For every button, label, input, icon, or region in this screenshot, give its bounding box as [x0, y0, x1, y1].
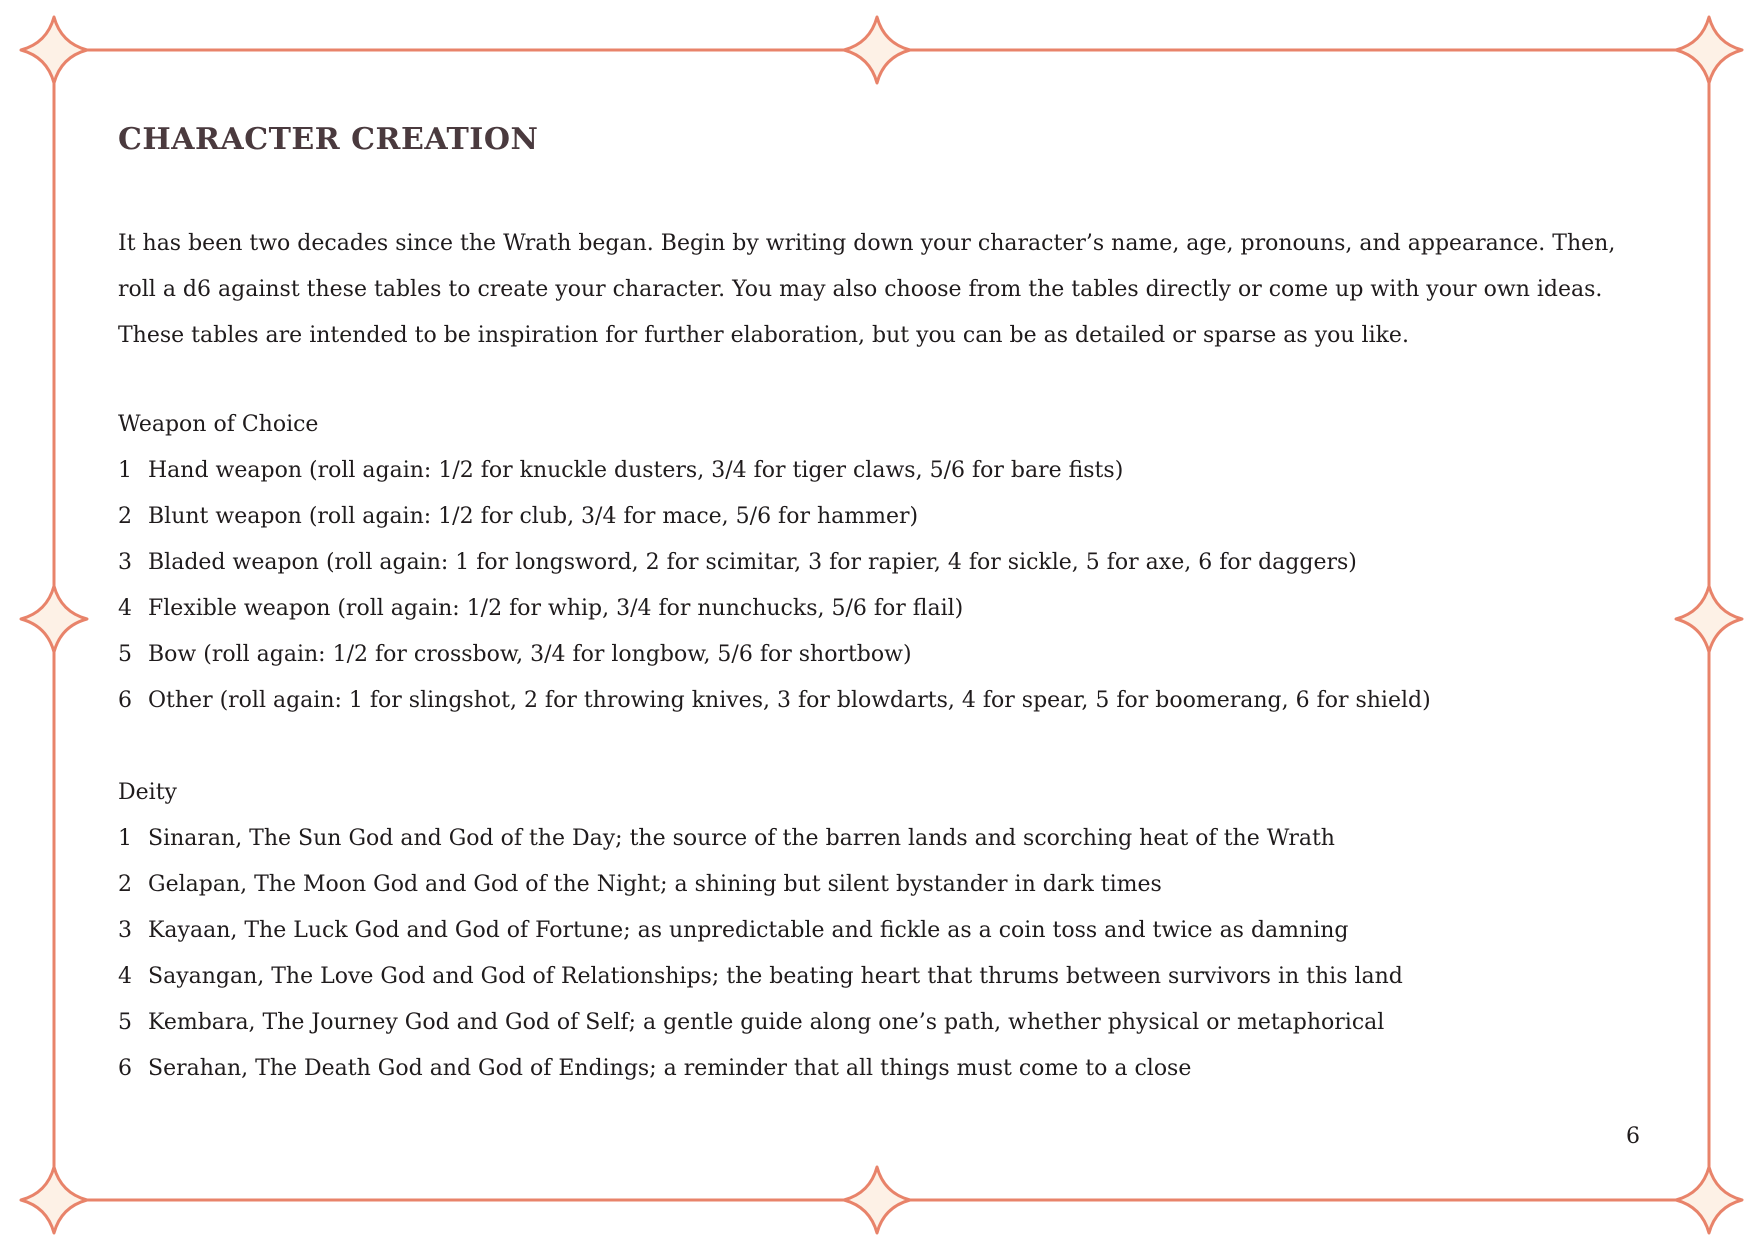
star-ornament-icon	[21, 586, 87, 652]
row-text: Blunt weapon (roll again: 1/2 for club, 3/4 for mace, 5/6 for hammer)	[148, 504, 919, 529]
row-text: Kayaan, The Luck God and God of Fortune; as unpredictable and fickle as a coin toss and twice as damning	[148, 918, 1349, 943]
row-text: Hand weapon (roll again: 1/2 for knuckle dusters, 3/4 for tiger claws, 5/6 for bare fists)	[148, 458, 1124, 483]
row-text: Bow (roll again: 1/2 for crossbow, 3/4 for longbow, 5/6 for shortbow)	[148, 642, 912, 667]
row-number: 1	[118, 826, 132, 851]
row-number: 6	[118, 688, 132, 713]
list-item	[118, 862, 1638, 908]
list-item	[118, 1000, 1638, 1046]
row-text: Serahan, The Death God and God of Endings; a reminder that all things must come to a close	[148, 1056, 1192, 1081]
row-text: Sinaran, The Sun God and God of the Day; the source of the barren lands and scorching heat of the Wrath	[148, 826, 1335, 851]
list-item	[118, 678, 1638, 724]
row-number: 5	[118, 1010, 132, 1035]
list-item	[118, 908, 1638, 954]
deity-list	[118, 816, 1638, 1092]
deity-table	[118, 770, 1638, 1092]
list-item	[118, 540, 1638, 586]
row-text: Other (roll again: 1 for slingshot, 2 for throwing knives, 3 for blowdarts, 4 for spear, 5 for boomerang, 6 for shield)	[148, 688, 1431, 713]
row-number: 2	[118, 872, 132, 897]
star-ornament-icon	[844, 17, 910, 83]
row-text: Flexible weapon (roll again: 1/2 for whip, 3/4 for nunchucks, 5/6 for flail)	[148, 596, 964, 621]
page-title: CHARACTER CREATION	[118, 122, 539, 157]
row-text: Sayangan, The Love God and God of Relationships; the beating heart that thrums between survivors in this land	[148, 964, 1403, 989]
row-number: 4	[118, 596, 132, 621]
star-ornament-icon	[21, 1167, 87, 1233]
list-item	[118, 954, 1638, 1000]
row-number: 3	[118, 918, 132, 943]
weapon-list	[118, 448, 1638, 724]
row-text: Kembara, The Journey God and God of Self; a gentle guide along one’s path, whether physical or metaphorical	[148, 1010, 1385, 1035]
weapon-of-choice-table	[118, 402, 1638, 724]
star-ornament-icon	[21, 17, 87, 83]
list-item	[118, 448, 1638, 494]
page-number: 6	[1626, 1124, 1640, 1149]
list-item	[118, 816, 1638, 862]
row-number: 1	[118, 458, 132, 483]
section-heading: Weapon of Choice	[118, 412, 319, 437]
row-text: Bladed weapon (roll again: 1 for longsword, 2 for scimitar, 3 for rapier, 4 for sickle, 5 for axe, 6 for daggers)	[148, 550, 1357, 575]
star-ornament-icon	[844, 1167, 910, 1233]
row-number: 6	[118, 1056, 132, 1081]
star-ornament-icon	[1676, 586, 1742, 652]
intro-paragraph: It has been two decades since the Wrath began. Begin by writing down your character’s name, age, pronouns, and appearance. Then, roll a d6 against these tables to create your character. You may also choose from the tables directly or come up with your own ideas. These tables are intended to be inspiration for further elaboration, but you can be as detailed or sparse as you like.	[118, 231, 1616, 348]
row-number: 2	[118, 504, 132, 529]
list-item	[118, 586, 1638, 632]
row-number: 4	[118, 964, 132, 989]
section-heading: Deity	[118, 780, 177, 805]
list-item	[118, 494, 1638, 540]
row-text: Gelapan, The Moon God and God of the Night; a shining but silent bystander in dark times	[148, 872, 1162, 897]
list-item	[118, 1046, 1638, 1092]
star-ornament-icon	[1676, 17, 1742, 83]
list-item	[118, 632, 1638, 678]
row-number: 5	[118, 642, 132, 667]
star-ornament-icon	[1676, 1167, 1742, 1233]
row-number: 3	[118, 550, 132, 575]
